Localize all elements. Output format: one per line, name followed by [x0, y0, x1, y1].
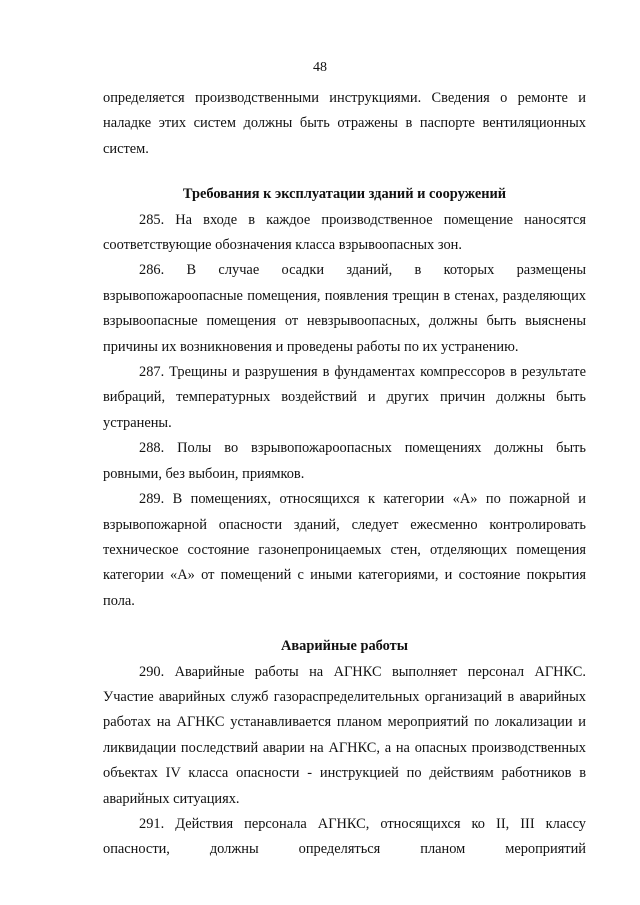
paragraph-285: 285. На входе в каждое производственное помещение наносятся соответствующие обозначения класса взрывоопасных зон.: [103, 211, 586, 254]
paragraph-286: 286. В случае осадки зданий, в которых размещены взрывопожароопасные помещения, появления трещин в стенах, разделяющих взрывоопасные помещения от невзрывоопасных, должны быть выяснены причины их возникновения и проведены работы по их устранению.: [103, 262, 586, 355]
paragraph-289: 289. В помещениях, относящихся к категории «А» по пожарной и взрывопожарной опасности зданий, следует ежесменно контролировать техническое состояние газонепроницаемых стен, отделяющих помещения категории «А» от помещений с иными категориями, и состояние покрытия пола.: [103, 491, 586, 609]
paragraph-291: 291. Действия персонала АГНКС, относящихся ко II, III классу опасности, должны определяться планом мероприятий: [103, 815, 586, 858]
intro-paragraph: определяется производственными инструкциями. Сведения о ремонте и наладке этих систем должны быть отражены в паспорте вентиляционных систем.: [103, 90, 586, 157]
paragraph-290: 290. Аварийные работы на АГНКС выполняет персонал АГНКС. Участие аварийных служб газораспределительных организаций в аварийных работах на АГНКС устанавливается планом мероприятий по локализации и ликвидации последствий аварии на АГНКС, а на опасных производственных объектах IV класса опасности - инструкцией по действиям работников в аварийных ситуациях.: [103, 663, 586, 807]
section-heading-building-operation: Требования к эксплуатации зданий и сооружений: [182, 186, 507, 203]
section-heading-emergency-works: Аварийные работы: [281, 638, 408, 655]
paragraph-288: 288. Полы во взрывопожароопасных помещениях должны быть ровными, без выбоин, приямков.: [103, 440, 586, 482]
document-body: [103, 86, 586, 863]
paragraph-287: 287. Трещины и разрушения в фундаментах компрессоров в результате вибраций, температурных воздействий и других причин должны быть устранены.: [103, 364, 586, 431]
page-number: 48: [313, 60, 327, 75]
